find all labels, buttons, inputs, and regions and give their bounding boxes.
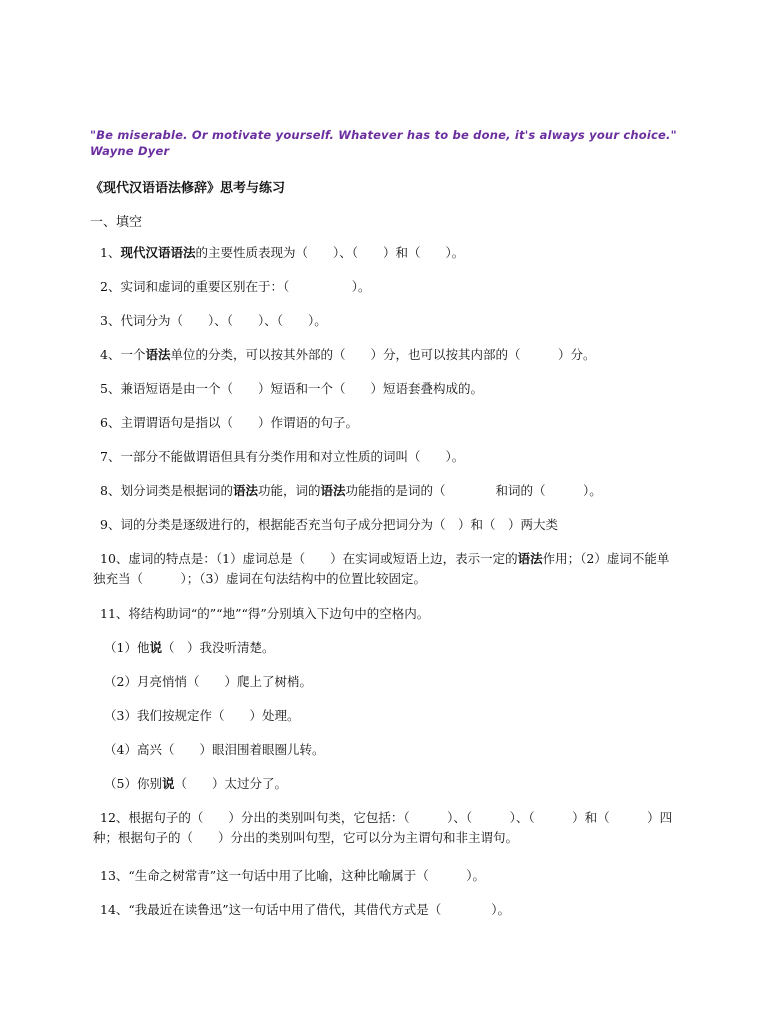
question-1: 1、现代汉语语法的主要性质表现为（ ）、（ ）和（ ）。 <box>100 245 465 260</box>
question-9: 9、词的分类是逐级进行的，根据能否充当句子成分把词分为（ ）和（ ）两大类 <box>100 517 558 532</box>
subquestion-4: （4）高兴（ ）眼泪围着眼圈儿转。 <box>104 742 325 757</box>
quote-text: "Be miserable. Or motivate yourself. Whatever has to be done, it's always your choice." <box>90 128 677 142</box>
question-6: 6、主谓谓语句是指以（ ）作谓语的句子。 <box>100 415 358 430</box>
quote-block <box>90 127 740 159</box>
question-2: 2、实词和虚词的重要区别在于：（ ）。 <box>100 279 371 294</box>
question-12: 12、根据句子的（ ）分出的类别叫句类，它包括：（ ）、（ ）、（ ）和（ ）四种；根据句子的（ ）分出的类别叫句型，它可以分为主谓句和非主谓句。 <box>93 810 673 845</box>
question-14: 14、“我最近在读鲁迅”这一句话中用了借代，其借代方式是（ ）。 <box>100 902 510 917</box>
quote-author: Wayne Dyer <box>90 144 170 158</box>
question-8: 8、划分词类是根据词的语法功能，词的语法功能指的是词的（ 和词的（ ）。 <box>100 483 602 498</box>
question-3: 3、代词分为（ ）、（ ）、（ ）。 <box>100 313 327 328</box>
question-13: 13、“生命之树常青”这一句话中用了比喻，这种比喻属于（ ）。 <box>100 868 485 883</box>
document-title: 《现代汉语语法修辞》思考与练习 <box>90 181 286 196</box>
question-4: 4、一个语法单位的分类，可以按其外部的（ ）分，也可以按其内部的（ ）分。 <box>100 347 596 362</box>
subquestion-5: （5）你别说（ ）太过分了。 <box>104 776 287 791</box>
subquestion-2: （2）月亮悄悄（ ）爬上了树梢。 <box>104 674 312 689</box>
section-heading: 一、填空 <box>90 215 143 230</box>
question-11: 11、将结构助词“的”“地”“得”分别填入下边句中的空格内。 <box>100 606 430 621</box>
question-10: 10、虚词的特点是：（1）虚词总是（ ）在实词或短语上边，表示一定的语法作用；（2）虚词不能单独充当（ ）；（3）虚词在句法结构中的位置比较固定。 <box>93 551 670 586</box>
question-5: 5、兼语短语是由一个（ ）短语和一个（ ）短语套叠构成的。 <box>100 381 483 396</box>
question-7: 7、一部分不能做谓语但具有分类作用和对立性质的词叫（ ）。 <box>100 449 465 464</box>
subquestion-3: （3）我们按规定作（ ）处理。 <box>104 708 300 723</box>
subquestion-1: （1）他说（ ）我没听清楚。 <box>104 640 275 655</box>
